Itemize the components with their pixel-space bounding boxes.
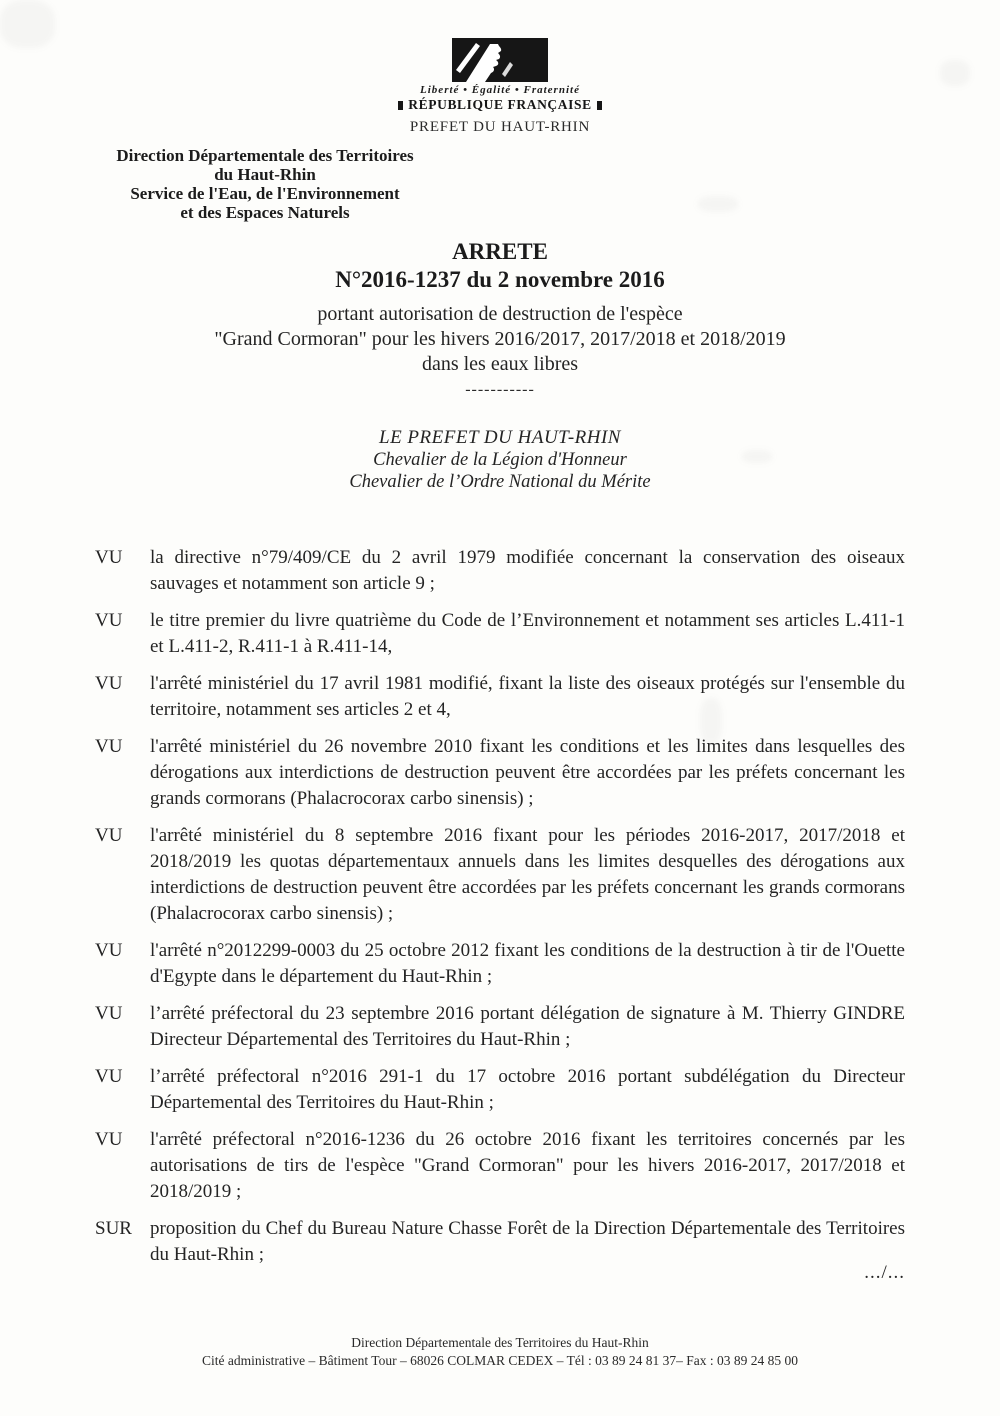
clause-text: l'arrêté ministériel du 17 avril 1981 modifié, fixant la liste des oiseaux protégés sur l'ensemble du territoire, notamment ses articles 2 et 4,: [150, 672, 905, 720]
republique-francaise-logo: [398, 38, 601, 113]
issuing-service-block: [95, 146, 435, 222]
footer-service-name: Direction Départementale des Territoires du Haut-Rhin: [351, 1335, 649, 1350]
logo-frame-left: [398, 101, 403, 110]
clause-label: VU: [95, 609, 123, 631]
decree-subtitle-2: "Grand Cormoran" pour les hivers 2016/2017, 2017/2018 et 2018/2019: [214, 327, 786, 350]
clause-row: [95, 1216, 905, 1268]
decree-heading: ARRETE: [452, 238, 548, 264]
scan-artifact: [700, 698, 722, 744]
decree-number: N°2016-1237 du 2 novembre 2016: [335, 266, 665, 292]
clause-row: [95, 608, 905, 660]
clause-label: VU: [95, 672, 123, 694]
clause-text: l’arrêté préfectoral n°2016 291-1 du 17 octobre 2016 portant subdélégation du Directeur Départemental des Territoires du Haut-Rhin ;: [150, 1065, 905, 1113]
service-line-4: et des Espaces Naturels: [180, 202, 350, 222]
prefect-honor-line-2: Chevalier de l’Ordre National du Mérite: [349, 471, 651, 492]
clause-label: SUR: [95, 1217, 132, 1239]
decree-title-block: [0, 238, 1000, 397]
scan-artifact: [940, 60, 970, 86]
clause-text: l'arrêté ministériel du 8 septembre 2016 fixant pour les périodes 2016-2017, 2017/2018 et 2018/2019 les quotas départementaux annuels dans les limites desquelles des dérogations aux interdictions de destruction peuvent être accordées par les préfets concernant les grands cormorans (Phalacrocorax carbo sinensis) ;: [150, 824, 905, 924]
clauses-section: [95, 545, 905, 1268]
republic-name-row: [398, 97, 601, 113]
prefect-honor-line-1: Chevalier de la Légion d'Honneur: [373, 449, 627, 470]
prefecture-name: PREFET DU HAUT-RHIN: [409, 118, 591, 135]
service-line-3: Service de l'Eau, de l'Environnement: [130, 183, 400, 203]
logo-frame-right: [597, 101, 602, 110]
clause-row: [95, 671, 905, 723]
scan-artifact: [0, 0, 55, 48]
prefect-title-line: LE PREFET DU HAUT-RHIN: [379, 426, 621, 448]
clause-text: la directive n°79/409/CE du 2 avril 1979 modifiée concernant la conservation des oiseaux sauvages et notamment son article 9 ;: [150, 546, 905, 594]
clause-row: [95, 734, 905, 812]
republic-name: RÉPUBLIQUE FRANÇAISE: [408, 97, 592, 112]
clause-label: VU: [95, 824, 123, 846]
motto-text: Liberté • Égalité • Fraternité: [420, 84, 580, 96]
decree-subtitle-1: portant autorisation de destruction de l'espèce: [317, 302, 683, 325]
document-footer: [0, 1334, 1000, 1370]
clause-label: VU: [95, 1002, 123, 1024]
prefect-titles-block: [0, 427, 1000, 493]
clause-text: l’arrêté préfectoral du 23 septembre 2016 portant délégation de signature à M. Thierry GINDRE Directeur Départemental des Territoires du Haut-Rhin ;: [150, 1002, 905, 1050]
clause-label: VU: [95, 546, 123, 568]
clause-label: VU: [95, 939, 123, 961]
scan-artifact: [742, 450, 772, 463]
clause-label: VU: [95, 735, 123, 757]
service-line-2: du Haut-Rhin: [214, 164, 316, 184]
clause-row: [95, 823, 905, 927]
service-line-1: Direction Départementale des Territoires: [116, 145, 414, 165]
clause-row: [95, 938, 905, 990]
marianne-icon: [452, 38, 548, 82]
clause-row: [95, 1127, 905, 1205]
clause-label: VU: [95, 1128, 123, 1150]
clause-text: l'arrêté n°2012299-0003 du 25 octobre 2012 fixant les conditions de la destruction à tir de l'Ouette d'Egypte dans le département du Haut-Rhin ;: [150, 939, 905, 987]
separator-dashes: -----------: [465, 380, 535, 398]
clause-row: [95, 545, 905, 597]
clause-row: [95, 1064, 905, 1116]
scan-artifact: [698, 196, 738, 212]
decree-subtitle-3: dans les eaux libres: [421, 352, 579, 375]
clause-text: le titre premier du livre quatrième du Code de l’Environnement et notamment ses articles L.411-1 et L.411-2, R.411-1 à R.411-14,: [150, 609, 905, 657]
clause-row: [95, 1001, 905, 1053]
document-header: [0, 38, 1000, 136]
clause-text: l'arrêté préfectoral n°2016-1236 du 26 octobre 2016 fixant les territoires concernés par les autorisations de tirs de l'espèce "Grand Cormoran" pour les hivers 2016-2017, 2017/2018 et 2018/2019 ;: [150, 1128, 905, 1202]
clause-text: l'arrêté ministériel du 26 novembre 2010 fixant les conditions et les limites dans lesquelles des dérogations aux interdictions de destruction peuvent être accordées par les préfets concernant les grands cormorans (Phalacrocorax carbo sinensis) ;: [150, 735, 905, 809]
footer-address-contact: Cité administrative – Bâtiment Tour – 68026 COLMAR CEDEX – Tél : 03 89 24 81 37– Fax : 03 89 24 85 00: [202, 1353, 798, 1368]
clause-text: proposition du Chef du Bureau Nature Chasse Forêt de la Direction Départementale des Territoires du Haut-Rhin ;: [150, 1217, 905, 1265]
clause-label: VU: [95, 1065, 123, 1087]
continuation-mark: .../...: [864, 1262, 905, 1283]
